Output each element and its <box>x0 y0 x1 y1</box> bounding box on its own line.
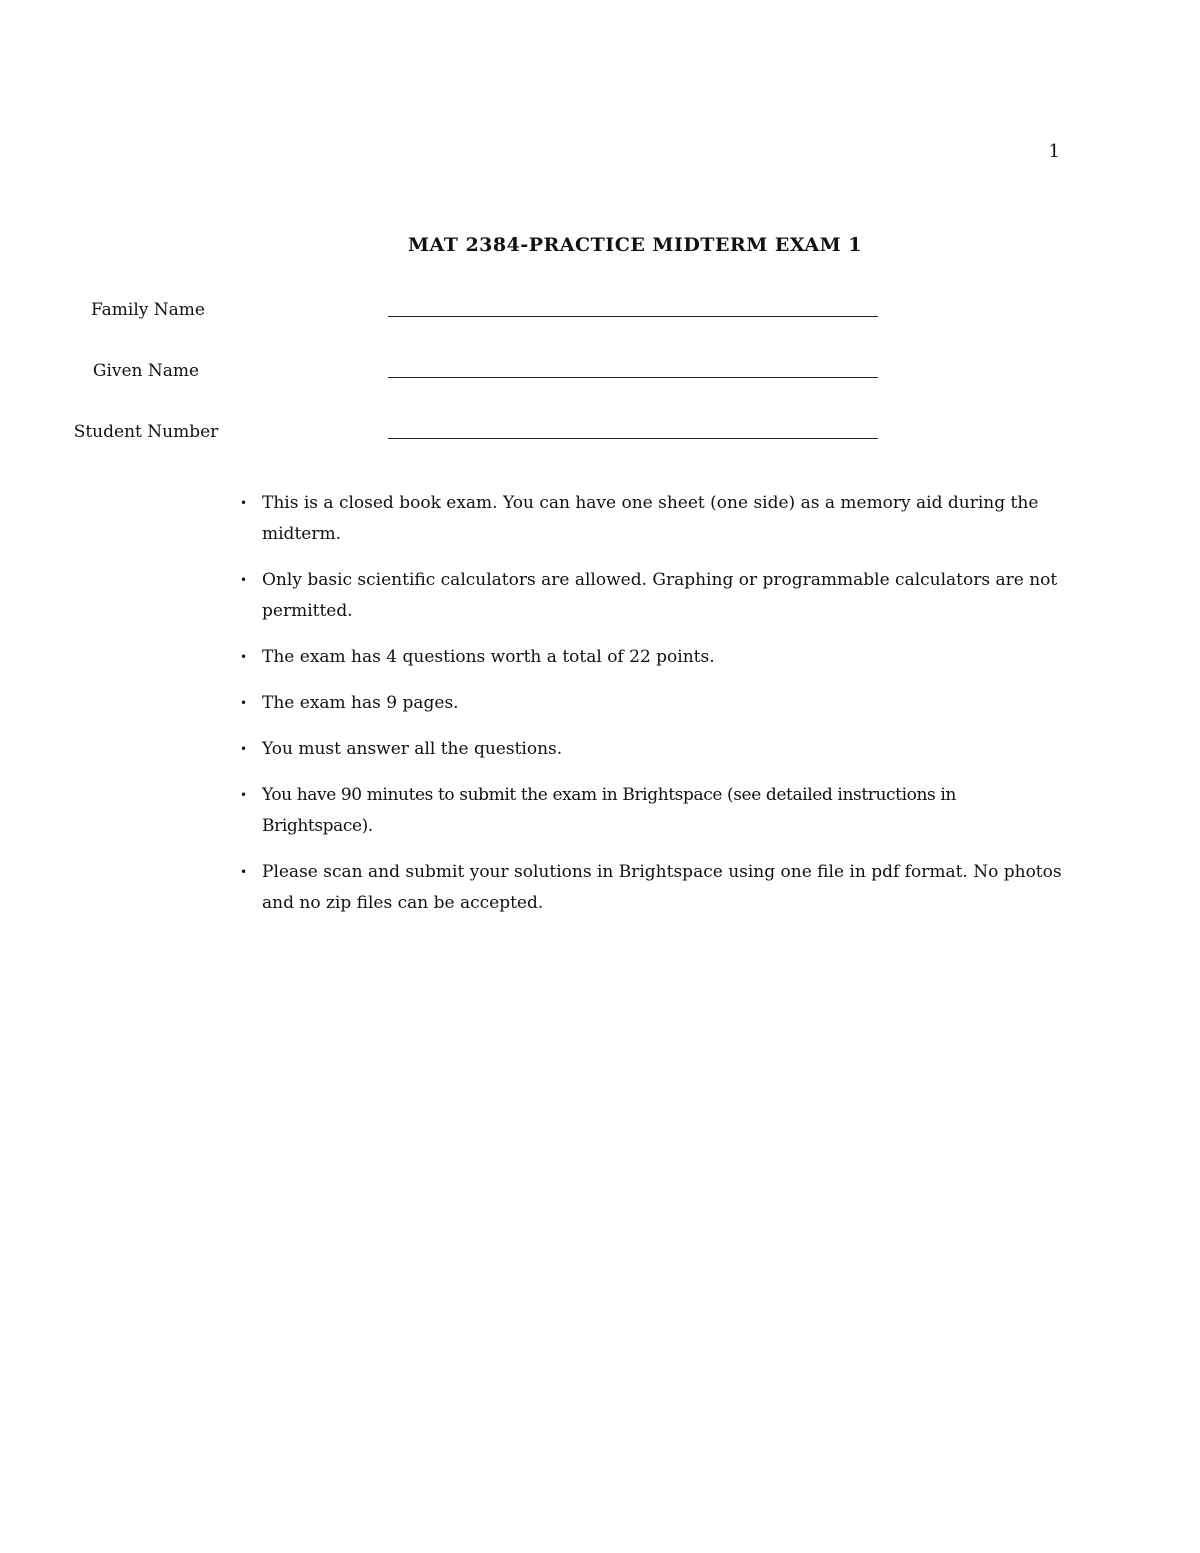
instruction-text: Please scan and submit your solutions in Brightspace using one file in pdf format. No photos and no zip files can be accepted. <box>262 862 1062 913</box>
family-name-field <box>0 300 1200 330</box>
instruction-text: You have 90 minutes to submit the exam in Brightspace (see detailed instructions in Brightspace). <box>262 785 956 836</box>
instruction-text: The exam has 9 pages. <box>262 693 459 713</box>
instruction-item <box>240 780 1070 842</box>
instruction-item <box>240 565 1070 627</box>
instruction-text: The exam has 4 questions worth a total of 22 points. <box>262 647 715 667</box>
given-name-label: Given Name <box>92 361 200 381</box>
bullet-icon: • <box>240 742 248 756</box>
student-number-label: Student Number <box>73 422 219 442</box>
given-name-field <box>0 361 1200 391</box>
instruction-text: This is a closed book exam. You can have one sheet (one side) as a memory aid during the midterm. <box>262 493 1039 544</box>
bullet-icon: • <box>240 650 248 664</box>
instruction-item <box>240 688 1070 719</box>
family-name-line[interactable] <box>388 316 878 317</box>
instruction-item <box>240 857 1070 919</box>
student-number-line[interactable] <box>388 438 878 439</box>
instruction-item <box>240 488 1070 550</box>
instruction-item <box>240 734 1070 765</box>
bullet-icon: • <box>240 496 248 510</box>
family-name-label: Family Name <box>91 300 205 320</box>
instruction-text: You must answer all the questions. <box>262 739 563 759</box>
page-number: 1 <box>1048 141 1060 162</box>
bullet-icon: • <box>240 865 248 879</box>
bullet-icon: • <box>240 696 248 710</box>
instruction-item <box>240 642 1070 673</box>
bullet-icon: • <box>240 788 248 802</box>
exam-title: MAT 2384-PRACTICE MIDTERM EXAM 1 <box>407 234 863 256</box>
bullet-icon: • <box>240 573 248 587</box>
student-number-field <box>0 422 1200 452</box>
given-name-line[interactable] <box>388 377 878 378</box>
instructions-list <box>240 488 1070 934</box>
instruction-text: Only basic scientific calculators are allowed. Graphing or programmable calculators are not permitted. <box>262 570 1058 621</box>
